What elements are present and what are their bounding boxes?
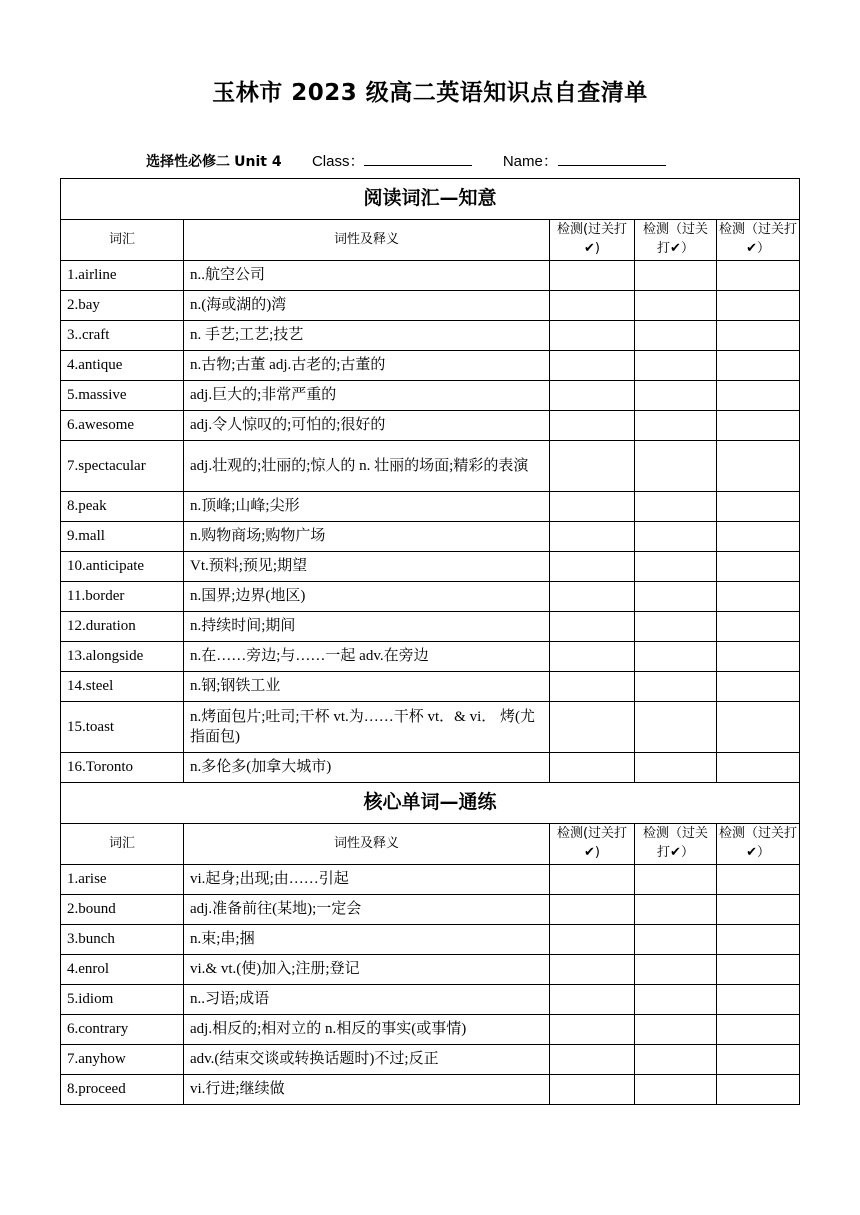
header-check-1: 检测(过关打✔) xyxy=(550,220,635,261)
table-row xyxy=(61,522,800,552)
check-cell-2[interactable] xyxy=(635,552,717,582)
class-label: Class： xyxy=(311,153,365,170)
check-cell-3[interactable] xyxy=(717,522,800,552)
check-cell-1[interactable] xyxy=(550,291,635,321)
vocab-word: 8.peak xyxy=(61,492,184,522)
vocab-word: 11.border xyxy=(61,582,184,612)
vocab-word: 5.massive xyxy=(61,381,184,411)
check-cell-2[interactable] xyxy=(635,925,717,955)
vocab-word: 3.bunch xyxy=(61,925,184,955)
check-cell-2[interactable] xyxy=(635,865,717,895)
check-cell-1[interactable] xyxy=(550,642,635,672)
table-row xyxy=(61,1045,800,1075)
table-row xyxy=(61,291,800,321)
vocab-meaning: n..习语;成语 xyxy=(184,985,550,1015)
check-cell-3[interactable] xyxy=(717,865,800,895)
section-title-row xyxy=(61,179,800,220)
check-cell-3[interactable] xyxy=(717,925,800,955)
book-name: 选择性必修二 xyxy=(146,154,230,170)
check-cell-2[interactable] xyxy=(635,753,717,783)
check-cell-1[interactable] xyxy=(550,612,635,642)
check-cell-1[interactable] xyxy=(550,552,635,582)
vocab-word: 10.anticipate xyxy=(61,552,184,582)
check-cell-2[interactable] xyxy=(635,441,717,492)
vocab-meaning: n.束;串;捆 xyxy=(184,925,550,955)
table-row xyxy=(61,441,800,492)
table-row xyxy=(61,411,800,441)
check-cell-2[interactable] xyxy=(635,1015,717,1045)
check-cell-2[interactable] xyxy=(635,672,717,702)
check-cell-3[interactable] xyxy=(717,1045,800,1075)
vocab-meaning: vi.& vt.(使)加入;注册;登记 xyxy=(184,955,550,985)
vocab-meaning: adj.壮观的;壮丽的;惊人的 n. 壮丽的场面;精彩的表演 xyxy=(184,441,550,492)
check-cell-3[interactable] xyxy=(717,1075,800,1105)
table-row xyxy=(61,672,800,702)
vocab-word: 14.steel xyxy=(61,672,184,702)
table-row xyxy=(61,895,800,925)
check-cell-2[interactable] xyxy=(635,642,717,672)
check-cell-1[interactable] xyxy=(550,925,635,955)
table-row xyxy=(61,642,800,672)
vocab-meaning: adj.巨大的;非常严重的 xyxy=(184,381,550,411)
check-cell-1[interactable] xyxy=(550,985,635,1015)
vocab-word: 6.contrary xyxy=(61,1015,184,1045)
table-row xyxy=(61,1015,800,1045)
check-cell-1[interactable] xyxy=(550,955,635,985)
table-row xyxy=(61,955,800,985)
vocab-word: 7.anyhow xyxy=(61,1045,184,1075)
vocab-meaning: n.购物商场;购物广场 xyxy=(184,522,550,552)
check-cell-1[interactable] xyxy=(550,411,635,441)
check-cell-3[interactable] xyxy=(717,552,800,582)
check-cell-3[interactable] xyxy=(717,351,800,381)
vocab-word: 5.idiom xyxy=(61,985,184,1015)
table-row xyxy=(61,612,800,642)
header-check-3: 检测（过关打✔） xyxy=(717,220,800,261)
check-cell-2[interactable] xyxy=(635,261,717,291)
check-cell-1[interactable] xyxy=(550,381,635,411)
check-cell-1[interactable] xyxy=(550,895,635,925)
check-cell-1[interactable] xyxy=(550,1015,635,1045)
check-cell-2[interactable] xyxy=(635,381,717,411)
table-row xyxy=(61,582,800,612)
vocab-meaning: adj.相反的;相对立的 n.相反的事实(或事情) xyxy=(184,1015,550,1045)
vocab-word: 8.proceed xyxy=(61,1075,184,1105)
checklist-table xyxy=(60,178,800,1105)
check-cell-3[interactable] xyxy=(717,955,800,985)
check-cell-2[interactable] xyxy=(635,612,717,642)
vocab-word: 16.Toronto xyxy=(61,753,184,783)
check-cell-1[interactable] xyxy=(550,321,635,351)
header-check-2: 检测（过关打✔） xyxy=(635,824,717,865)
table-row xyxy=(61,321,800,351)
page-title: 玉林市 2023 级高二英语知识点自查清单 xyxy=(212,80,648,106)
check-cell-1[interactable] xyxy=(550,672,635,702)
check-cell-3[interactable] xyxy=(717,753,800,783)
table-row xyxy=(61,702,800,753)
vocab-meaning: adj.准备前往(某地);一定会 xyxy=(184,895,550,925)
vocab-word: 4.enrol xyxy=(61,955,184,985)
class-blank[interactable] xyxy=(364,151,472,166)
table-row xyxy=(61,865,800,895)
check-cell-1[interactable] xyxy=(550,522,635,552)
vocab-meaning: n.(海或湖的)湾 xyxy=(184,291,550,321)
check-cell-3[interactable] xyxy=(717,381,800,411)
check-cell-1[interactable] xyxy=(550,753,635,783)
check-cell-2[interactable] xyxy=(635,291,717,321)
vocab-word: 12.duration xyxy=(61,612,184,642)
check-cell-1[interactable] xyxy=(550,351,635,381)
check-cell-3[interactable] xyxy=(717,441,800,492)
check-cell-1[interactable] xyxy=(550,865,635,895)
header-word: 词汇 xyxy=(61,220,184,261)
table-row xyxy=(61,261,800,291)
vocab-word: 2.bay xyxy=(61,291,184,321)
vocab-word: 1.airline xyxy=(61,261,184,291)
check-cell-3[interactable] xyxy=(717,261,800,291)
table-row xyxy=(61,381,800,411)
vocab-word: 1.arise xyxy=(61,865,184,895)
section-title-row xyxy=(61,783,800,824)
vocab-meaning: n. 手艺;工艺;技艺 xyxy=(184,321,550,351)
check-cell-3[interactable] xyxy=(717,612,800,642)
section-title: 阅读词汇—知意 xyxy=(61,179,800,220)
check-cell-2[interactable] xyxy=(635,955,717,985)
check-cell-3[interactable] xyxy=(717,411,800,441)
unit-name: Unit 4 xyxy=(234,154,282,170)
check-cell-1[interactable] xyxy=(550,702,635,753)
check-cell-2[interactable] xyxy=(635,985,717,1015)
vocab-meaning: adv.(结束交谈或转换话题时)不过;反正 xyxy=(184,1045,550,1075)
vocab-word: 9.mall xyxy=(61,522,184,552)
vocab-meaning: adj.令人惊叹的;可怕的;很好的 xyxy=(184,411,550,441)
vocab-word: 6.awesome xyxy=(61,411,184,441)
table-row xyxy=(61,753,800,783)
check-cell-3[interactable] xyxy=(717,291,800,321)
table-row xyxy=(61,351,800,381)
vocab-word: 4.antique xyxy=(61,351,184,381)
check-cell-3[interactable] xyxy=(717,492,800,522)
table-row xyxy=(61,985,800,1015)
check-cell-1[interactable] xyxy=(550,261,635,291)
check-cell-1[interactable] xyxy=(550,1075,635,1105)
vocab-meaning: Vt.预料;预见;期望 xyxy=(184,552,550,582)
vocab-meaning: n.顶峰;山峰;尖形 xyxy=(184,492,550,522)
check-cell-3[interactable] xyxy=(717,1015,800,1045)
check-cell-2[interactable] xyxy=(635,702,717,753)
check-cell-3[interactable] xyxy=(717,582,800,612)
vocab-meaning: n.持续时间;期间 xyxy=(184,612,550,642)
check-cell-2[interactable] xyxy=(635,321,717,351)
check-cell-2[interactable] xyxy=(635,411,717,441)
check-cell-1[interactable] xyxy=(550,1045,635,1075)
table-row xyxy=(61,925,800,955)
vocab-word: 15.toast xyxy=(61,702,184,753)
subheader xyxy=(146,150,666,171)
header-row xyxy=(61,220,800,261)
check-cell-1[interactable] xyxy=(550,441,635,492)
check-cell-2[interactable] xyxy=(635,1075,717,1105)
check-cell-2[interactable] xyxy=(635,351,717,381)
check-cell-3[interactable] xyxy=(717,672,800,702)
check-cell-3[interactable] xyxy=(717,702,800,753)
vocab-word: 3..craft xyxy=(61,321,184,351)
vocab-word: 7.spectacular xyxy=(61,441,184,492)
check-cell-1[interactable] xyxy=(550,582,635,612)
check-cell-3[interactable] xyxy=(717,321,800,351)
table-row xyxy=(61,492,800,522)
vocab-word: 2.bound xyxy=(61,895,184,925)
header-meaning: 词性及释义 xyxy=(184,220,550,261)
vocab-meaning: vi.起身;出现;由……引起 xyxy=(184,865,550,895)
section-title: 核心单词—通练 xyxy=(61,783,800,824)
vocab-meaning: n.国界;边界(地区) xyxy=(184,582,550,612)
name-blank[interactable] xyxy=(558,151,666,166)
name-label: Name： xyxy=(502,153,558,170)
vocab-meaning: n.在……旁边;与……一起 adv.在旁边 xyxy=(184,642,550,672)
check-cell-3[interactable] xyxy=(717,985,800,1015)
table-row xyxy=(61,1075,800,1105)
check-cell-2[interactable] xyxy=(635,522,717,552)
header-word: 词汇 xyxy=(61,824,184,865)
header-row xyxy=(61,824,800,865)
check-cell-2[interactable] xyxy=(635,1045,717,1075)
check-cell-2[interactable] xyxy=(635,895,717,925)
check-cell-2[interactable] xyxy=(635,582,717,612)
header-meaning: 词性及释义 xyxy=(184,824,550,865)
table-row xyxy=(61,552,800,582)
vocab-meaning: n.烤面包片;吐司;干杯 vt.为……干杯 vt．& vi． 烤(尤指面包) xyxy=(184,702,550,753)
vocab-meaning: n.钢;钢铁工业 xyxy=(184,672,550,702)
vocab-meaning: n.多伦多(加拿大城市) xyxy=(184,753,550,783)
check-cell-2[interactable] xyxy=(635,492,717,522)
header-check-2: 检测（过关打✔） xyxy=(635,220,717,261)
vocab-meaning: n.古物;古董 adj.古老的;古董的 xyxy=(184,351,550,381)
vocab-meaning: vi.行进;继续做 xyxy=(184,1075,550,1105)
header-check-1: 检测(过关打✔) xyxy=(550,824,635,865)
vocab-meaning: n..航空公司 xyxy=(184,261,550,291)
header-check-3: 检测（过关打✔） xyxy=(717,824,800,865)
check-cell-1[interactable] xyxy=(550,492,635,522)
check-cell-3[interactable] xyxy=(717,895,800,925)
vocab-word: 13.alongside xyxy=(61,642,184,672)
check-cell-3[interactable] xyxy=(717,642,800,672)
